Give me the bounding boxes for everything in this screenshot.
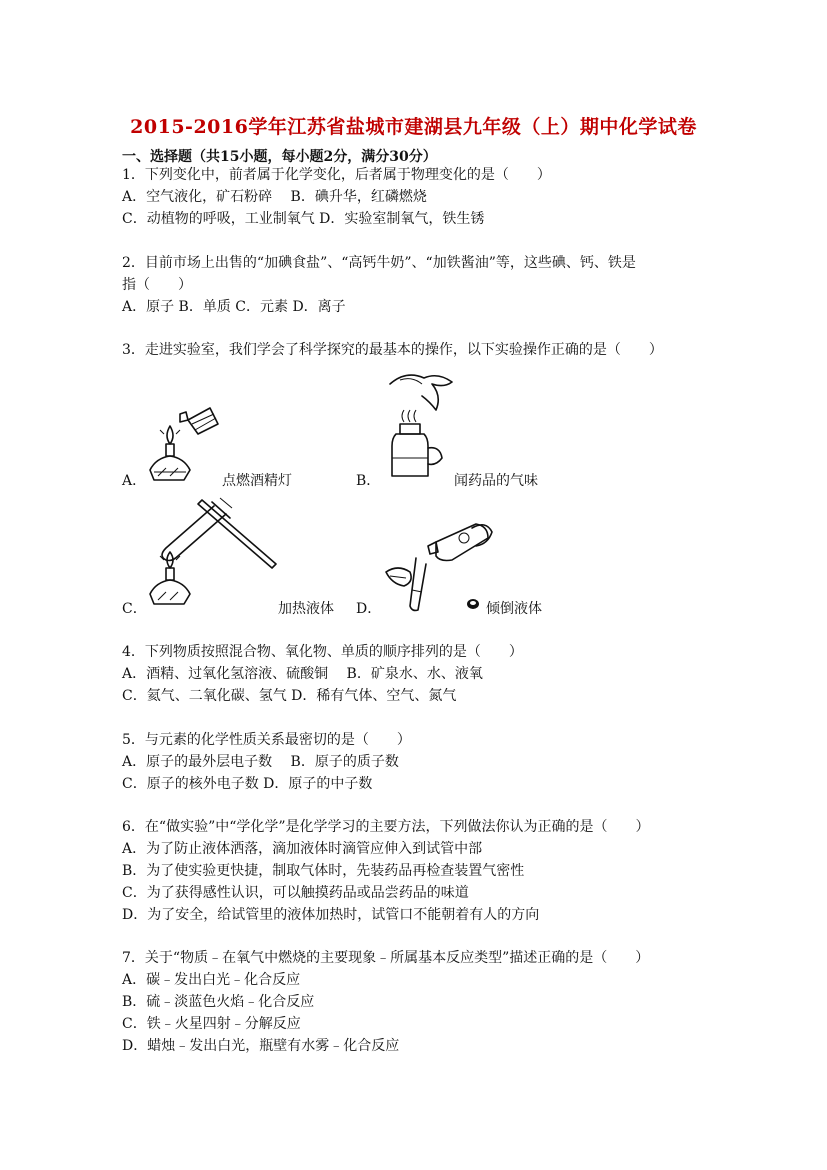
q6-option-d: D．为了安全，给试管里的液体加热时，试管口不能朝着有人的方向	[122, 907, 540, 923]
q7-option-d: D．蜡烛﹣发出白光，瓶壁有水雾﹣化合反应	[122, 1038, 400, 1054]
q5-stem: 5．与元素的化学性质关系最密切的是（ ）	[122, 732, 411, 748]
q3-stem: 3．走进实验室，我们学会了科学探究的最基本的操作，以下实验操作正确的是（ ）	[122, 342, 663, 358]
q3-option-c-label: C．	[122, 601, 147, 617]
q4-options-line2: C．氦气、二氧化碳、氢气 D．稀有气体、空气、氮气	[122, 688, 457, 704]
q2-options: A．原子 B．单质 C．元素 D．离子	[122, 299, 346, 315]
q7-option-a: A．碳﹣发出白光﹣化合反应	[122, 972, 301, 988]
q2-stem-line1: 2．目前市场上出售的“加碘食盐”、“高钙牛奶”、“加铁酱油”等，这些碘、钙、铁是	[122, 255, 636, 271]
q7-option-c: C．铁﹣火星四射﹣分解反应	[122, 1016, 301, 1032]
q2-stem-line2: 指（ ）	[122, 277, 192, 293]
alcohol-lamp-lighting-figure	[140, 400, 230, 490]
q1-options-line2: C．动植物的呼吸，工业制氧气 D．实验室制氧气，铁生锈	[122, 211, 485, 227]
q3-option-b-caption: 闻药品的气味	[454, 473, 538, 489]
q1-stem: 1．下列变化中，前者属于化学变化，后者属于物理变化的是（ ）	[122, 167, 551, 183]
q6-stem: 6．在“做实验”中“学化学”是化学学习的主要方法，下列做法你认为正确的是（ ）	[122, 819, 650, 835]
q1-options-line1: A．空气液化，矿石粉碎 B．碘升华，红磷燃烧	[122, 189, 427, 205]
section-heading: 一、选择题（共15小题，每小题2分，满分30分）	[122, 149, 437, 165]
q6-option-b: B．为了使实验更快捷，制取气体时，先装药品再检查装置气密性	[122, 863, 525, 879]
q5-options-line2: C．原子的核外电子数 D．原子的中子数	[122, 776, 373, 792]
bottle-stopper-icon	[466, 598, 480, 610]
q6-option-c: C．为了获得感性认识，可以触摸药品或品尝药品的味道	[122, 885, 469, 901]
q3-option-a-label: A．	[122, 473, 147, 489]
q5-options-line1: A．原子的最外层电子数 B．原子的质子数	[122, 754, 399, 770]
q4-options-line1: A．酒精、过氧化氢溶液、硫酸铜 B．矿泉水、水、液氧	[122, 666, 483, 682]
q3-option-d-caption: 倾倒液体	[486, 601, 542, 617]
q3-option-b-label: B．	[356, 473, 381, 489]
q7-option-b: B．硫﹣淡蓝色火焰﹣化合反应	[122, 994, 315, 1010]
q3-option-c-caption: 加热液体	[278, 601, 334, 617]
q3-option-d-label: D．	[356, 601, 382, 617]
heat-liquid-figure	[140, 494, 290, 612]
q6-option-a: A．为了防止液体洒落，滴加液体时滴管应伸入到试管中部	[122, 841, 483, 857]
exam-title: 2015-2016学年江苏省盐城市建湖县九年级（上）期中化学试卷	[130, 116, 697, 138]
q3-option-a-caption: 点燃酒精灯	[222, 473, 292, 489]
q4-stem: 4．下列物质按照混合物、氧化物、单质的顺序排列的是（ ）	[122, 644, 523, 660]
q7-stem: 7．关于“物质﹣在氧气中燃烧的主要现象﹣所属基本反应类型”描述正确的是（ ）	[122, 950, 650, 966]
smell-chemical-figure	[376, 366, 466, 486]
